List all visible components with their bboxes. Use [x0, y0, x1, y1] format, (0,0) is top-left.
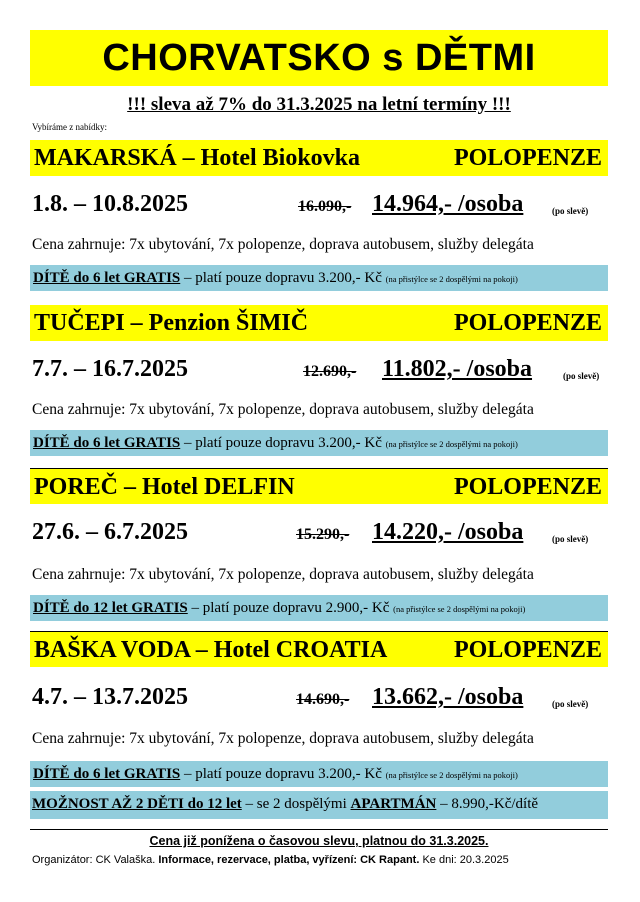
footer-contact: Informace, rezervace, platba, vyřízení: CK Rapant.	[158, 854, 420, 866]
offer-1-header	[30, 140, 608, 176]
offer-3-child-rest: – platí pouze dopravu 2.900,- Kč	[187, 600, 394, 616]
offer-3-new-price: 14.220,- /osoba	[372, 519, 524, 545]
offer-2-includes: Cena zahrnuje: 7x ubytování, 7x polopenze, doprava autobusem, služby delegáta	[32, 401, 534, 418]
offer-2-dates: 7.7. – 16.7.2025	[32, 356, 188, 382]
offer-4-header	[30, 631, 608, 667]
offer-3-child-small: (na přistýlce se 2 dospělými na pokoji)	[393, 604, 526, 614]
offer-1-board: POLOPENZE	[453, 145, 602, 171]
offer-2-header	[30, 305, 608, 341]
offer-4-child-strong: DÍTĚ do 6 let GRATIS	[33, 766, 181, 782]
offer-3-hotel: POREČ – Hotel DELFIN	[34, 474, 295, 500]
offer-1-dates: 1.8. – 10.8.2025	[32, 191, 188, 217]
offer-1-hotel: MAKARSKÁ – Hotel Biokovka	[34, 145, 361, 171]
offer-4-board: POLOPENZE	[453, 637, 602, 663]
offer-2-new-price: 11.802,- /osoba	[382, 356, 533, 382]
footer-date: Ke dni: 20.3.2025	[419, 854, 509, 866]
offer-3-child-bar	[30, 595, 608, 621]
offer-1-old-price: 16.090,-	[298, 198, 352, 215]
offer-3-dates: 27.6. – 6.7.2025	[32, 519, 188, 545]
offer-1-child-rest: – platí pouze dopravu 3.200,- Kč	[180, 270, 386, 286]
offer-4-child-bar	[30, 761, 608, 787]
apartment-offer	[32, 796, 538, 813]
offer-2-child-rest: – platí pouze dopravu 3.200,- Kč	[180, 435, 386, 451]
offer-2-after-discount: (po slevě)	[563, 371, 600, 381]
promo-banner: !!! sleva až 7% do 31.3.2025 na letní termíny !!!	[127, 94, 511, 115]
offer-4-new-price: 13.662,- /osoba	[372, 684, 524, 710]
apartment-middle: – se 2 dospělými	[241, 796, 351, 812]
offer-1-child-bar	[30, 265, 608, 291]
offer-2-hotel: TUČEPI – Penzion ŠIMIČ	[34, 310, 309, 336]
offer-1-new-price: 14.964,- /osoba	[372, 191, 524, 217]
offer-2-old-price: 12.690,-	[303, 363, 357, 380]
offer-4-includes: Cena zahrnuje: 7x ubytování, 7x polopenze, doprava autobusem, služby delegáta	[32, 730, 534, 747]
offer-2-child-small: (na přistýlce se 2 dospělými na pokoji)	[385, 439, 518, 449]
offer-1-child-strong: DÍTĚ do 6 let GRATIS	[33, 270, 181, 286]
footer-note: Cena již ponížena o časovou slevu, platnou do 31.3.2025.	[149, 834, 489, 848]
offer-4-child-small: (na přistýlce se 2 dospělými na pokoji)	[385, 770, 518, 780]
footer-info	[32, 854, 622, 866]
offer-3-after-discount: (po slevě)	[552, 534, 589, 544]
apartment-price: – 8.990,-Kč/dítě	[436, 796, 539, 812]
footer-divider	[30, 829, 608, 830]
offer-4-after-discount: (po slevě)	[552, 699, 589, 709]
apartment-label: APARTMÁN	[350, 796, 437, 812]
offer-3-old-price: 15.290,-	[296, 526, 350, 543]
footer-organizer: Organizátor: CK Valaška.	[32, 854, 159, 866]
offer-2-child-bar	[30, 430, 608, 456]
offer-1-includes: Cena zahrnuje: 7x ubytování, 7x polopenze, doprava autobusem, služby delegáta	[32, 236, 534, 253]
offer-1-after-discount: (po slevě)	[552, 206, 589, 216]
offer-2-child-strong: DÍTĚ do 6 let GRATIS	[33, 435, 181, 451]
page-title: CHORVATSKO s DĚTMI	[30, 30, 608, 86]
offer-1-child-small: (na přistýlce se 2 dospělými na pokoji)	[385, 274, 518, 284]
apartment-strong: MOŽNOST AŽ 2 DĚTI do 12 let	[32, 796, 242, 812]
offer-3-includes: Cena zahrnuje: 7x ubytování, 7x polopenze, doprava autobusem, služby delegáta	[32, 566, 534, 583]
offer-4-child-rest: – platí pouze dopravu 3.200,- Kč	[180, 766, 386, 782]
selection-note: Vybíráme z nabídky:	[32, 122, 107, 132]
offer-3-child-strong: DÍTĚ do 12 let GRATIS	[33, 600, 188, 616]
offer-2-board: POLOPENZE	[453, 310, 602, 336]
offer-4-hotel: BAŠKA VODA – Hotel CROATIA	[34, 637, 388, 663]
offer-3-header	[30, 468, 608, 504]
offer-4-old-price: 14.690,-	[296, 691, 350, 708]
offer-4-dates: 4.7. – 13.7.2025	[32, 684, 188, 710]
offer-3-board: POLOPENZE	[453, 474, 602, 500]
